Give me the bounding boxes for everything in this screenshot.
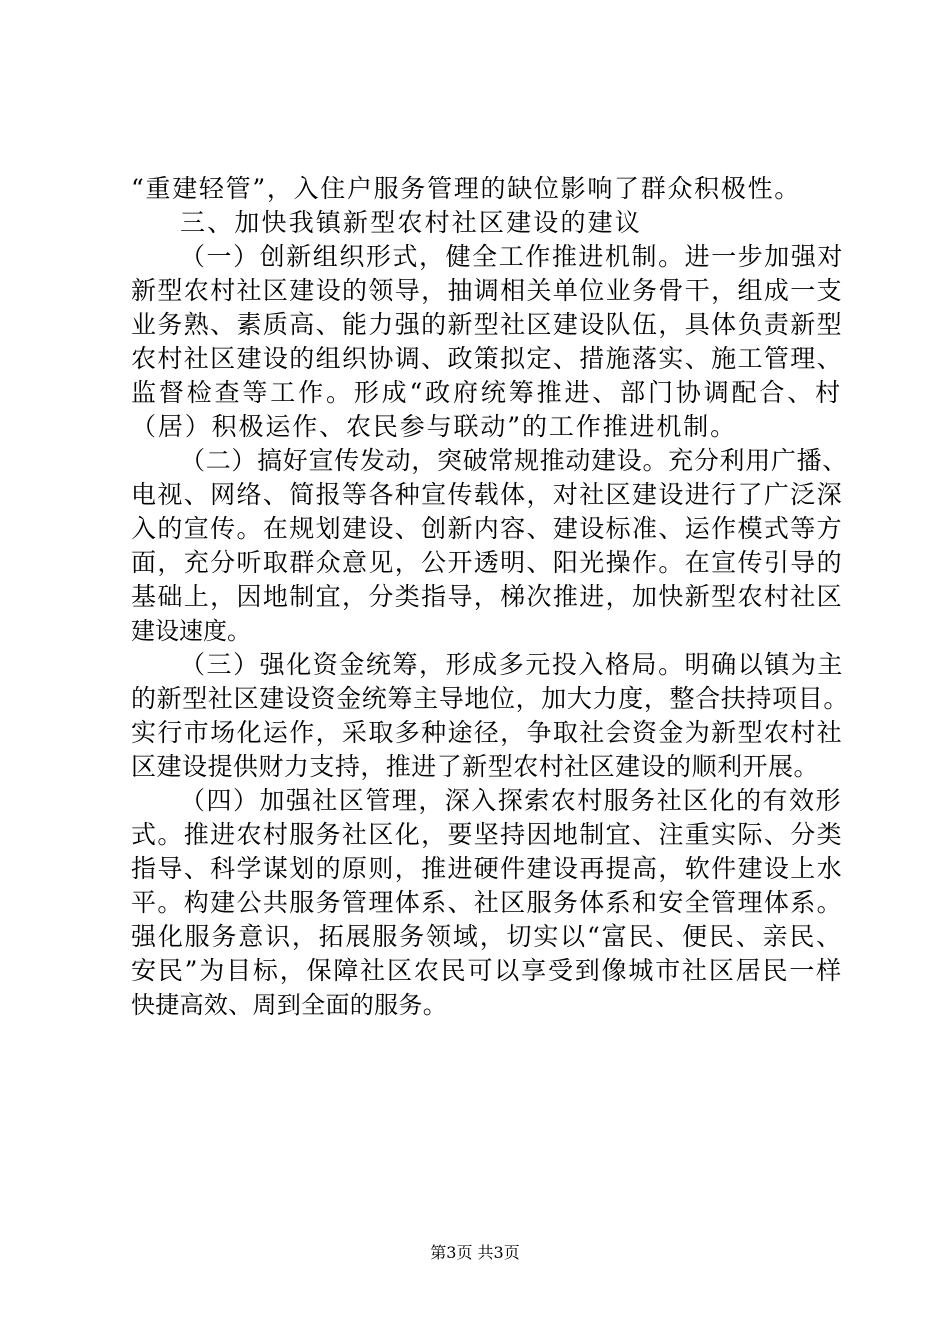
text-line: 平。构建公共服务管理体系、社区服务体系和安全管理体系。 xyxy=(131,888,843,917)
text-line: 的新型社区建设资金统筹主导地位，加大力度，整合扶持项目。 xyxy=(131,684,849,713)
text-line: （三）强化资金统筹，形成多元投入格局。明确以镇为主 xyxy=(180,650,844,679)
text-line: 区建设提供财力支持，推进了新型农村社区建设的顺利开展。 xyxy=(131,752,819,781)
text-line: 强化服务意识，拓展服务领域，切实以“富民、便民、亲民、 xyxy=(131,922,843,951)
text-line: 实行市场化运作，采取多种途径，争取社会资金为新型农村社 xyxy=(131,718,843,747)
text-line: 基础上，因地制宜，分类指导，梯次推进，加快新型农村社区 xyxy=(131,582,843,611)
text-line: 新型农村社区建设的领导，抽调相关单位业务骨干，组成一支 xyxy=(131,276,843,305)
text-line: “重建轻管”，入住户服务管理的缺位影响了群众积极性。 xyxy=(131,174,801,203)
page-footer: 第3页 共3页 xyxy=(430,1243,520,1262)
text-line: 电视、网络、简报等各种宣传载体，对社区建设进行了广泛深 xyxy=(131,480,843,509)
text-line: （居）积极运作、农民参与联动”的工作推进机制。 xyxy=(131,412,737,441)
text-line: 监督检查等工作。形成“政府统筹推进、部门协调配合、村 xyxy=(131,378,843,407)
text-line: 式。推进农村服务社区化，要坚持因地制宜、注重实际、分类 xyxy=(131,820,843,849)
text-line: 业务熟、素质高、能力强的新型社区建设队伍，具体负责新型 xyxy=(131,310,843,339)
text-line: （一）创新组织形式，健全工作推进机制。进一步加强对 xyxy=(180,242,844,271)
text-line: （二）搞好宣传发动，突破常规推动建设。充分利用广播、 xyxy=(180,446,848,475)
text-line: 安民”为目标，保障社区农民可以享受到像城市社区居民一样 xyxy=(131,956,843,985)
text-line: 快捷高效、周到全面的服务。 xyxy=(131,991,447,1019)
text-line: 入的宣传。在规划建设、创新内容、建设标准、运作模式等方 xyxy=(131,514,843,543)
text-line: （四）加强社区管理，深入探索农村服务社区化的有效形 xyxy=(180,786,842,815)
text-line: 指导、科学谋划的原则，推进硬件建设再提高，软件建设上水 xyxy=(131,854,843,883)
section-heading: 三、加快我镇新型农村社区建设的建议 xyxy=(180,208,642,237)
text-line: 面，充分听取群众意见，公开透明、阳光操作。在宣传引导的 xyxy=(131,548,843,577)
text-line: 农村社区建设的组织协调、政策拟定、措施落实、施工管理、 xyxy=(131,344,843,373)
text-line: 建设速度。 xyxy=(131,617,251,645)
